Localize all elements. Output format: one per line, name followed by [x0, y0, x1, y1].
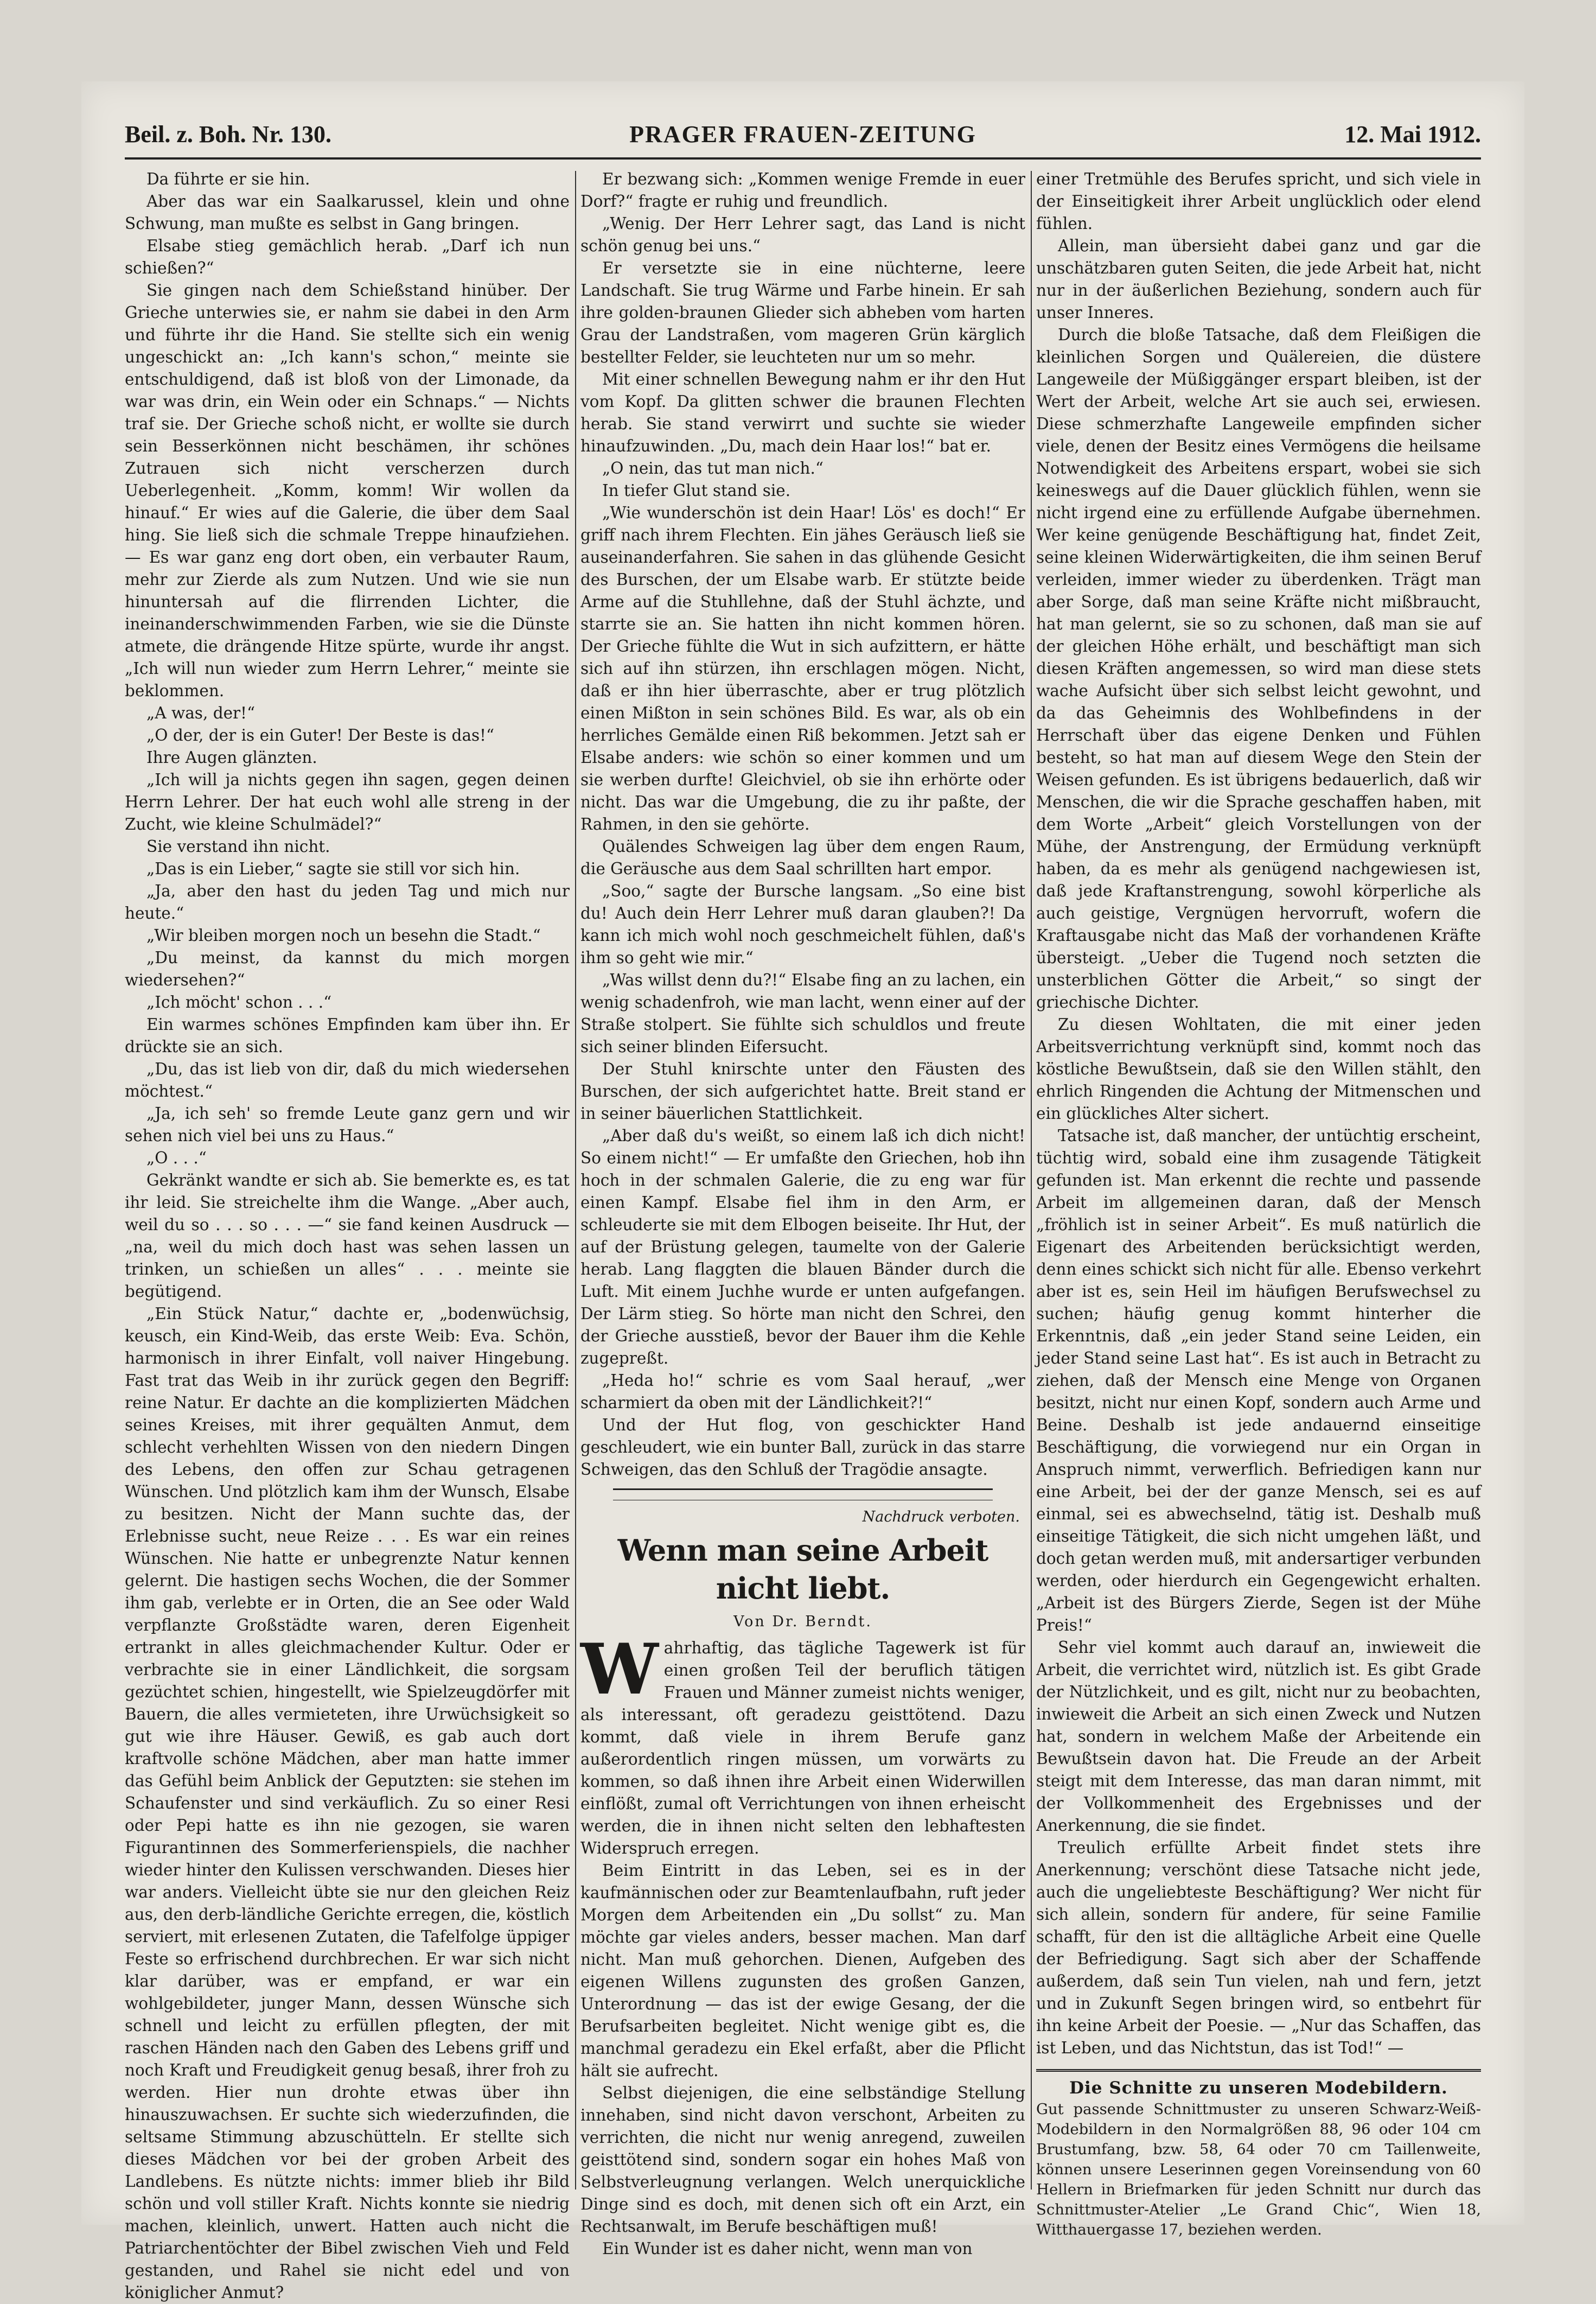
paragraph: „Ein Stück Natur,“ dachte er, „bodenwüchsig, keusch, ein Kind-Weib, das erste Weib: Eva. Schön, harmonisch in ihrer Einfalt, voll naiver Hingebung. Fast trat das Weib in ihr zurück gegen den Begriff: reine Natur. Er dachte an die komplizierten Mädchen seines Kreises, mit ihrer gequälten Anmut, dem schlecht verhehlten Wissen von den niedern Dingen des Lebens, den offen zur Schau getragenen Wünschen. Und plötzlich kam ihm der Wunsch, Elsabe zu besitzen. Nicht der Mann suchte das, der Erlebnisse sucht, neue Reize . . . Es war ein reines Wünschen. Nie hatte er unbegrenzte Natur kennen gelernt. Die hastigen sechs Wochen, die der Sommer ihm gab, verlebte er in Orten, die an See oder Wald verpflanzte Großstädte waren, deren Eigenheit ertrankt in alles gleichmachender Kultur. Oder er verbrachte sie in einer Ländlichkeit, die sorgsam gezüchtet schien, hingestellt, wie Spielzeugdörfer mit Bauern, die alles vermieteten, ihre Urwüchsigkeit so gut wie ihre Häuser. Gewiß, es gab auch dort kraftvolle schöne Mädchen, aber man hatte immer das Gefühl beim Anblick der Geputzten: sie stehen im Schaufenster und sind verkäuflich. Zu so einer Resi oder Pepi hatte es ihn nie gezogen, sie waren Figurantinnen des Sommerferienspiels, die nachher wieder hinter den Kulissen verschwanden. Dieses hier war anders. Vielleicht übte sie nur den gleichen Reiz aus, den derb-ländliche Gerichte erregen, die, köstlich serviert, mit erlesenen Zutaten, die Tafelfolge üppiger Feste so erfrischend durchbrechen. Er war sich nicht klar darüber, was er empfand, er war ein wohlgebildeter, junger Mann, dessen Wünsche sich schnell und leicht zu erfüllen pflegten, der mit raschen Händen nach den Gaben des Lebens griff und noch Kraft und Freudigkeit genug besaß, ihrer froh zu werden. Hier nun drohte etwas über ihn hinauszuwachsen. Er suchte sich wiederzufinden, die seltsame Stimmung abzuschütteln. Er stellte sich dieses Mädchen vor bei der groben Arbeit des Landlebens. Es nützte nichts: immer blieb ihr Bild schön und voll stiller Kraft. Nichts konnte sie niedrig machen, kleinlich, unwert. Hatten auch nicht die Patriarchentöchter der Bibel zwischen Vieh und Feld gestanden, und Rahel sie nicht edel und von königlicher Anmut?	[125, 1304, 570, 2302]
paragraph: Zu diesen Wohltaten, die mit einer jeden Arbeitsverrichtung verknüpft sind, kommt noch das köstliche Bewußtsein, daß sie den Willen stählt, den ehrlich Ringenden die Achtung der Mitmenschen und ein glückliches Alter sichert.	[1036, 1015, 1481, 1123]
paragraph: Tatsache ist, daß mancher, der untüchtig erscheint, tüchtig wird, sobald eine ihm zusagende Tätigkeit gefunden ist. Man erkennt die rechte und passende Arbeit im allgemeinen daran, daß der Mensch „fröhlich ist in seiner Arbeit“. Es muß natürlich die Eigenart des Arbeitenden berücksichtigt werden, denn eines schickt sich nicht für alle. Ebenso verkehrt aber ist es, sein Heil im häufigen Berufswechsel zu suchen; häufig genug kommt hinterher die Erkenntnis, daß „ein jeder Stand seine Leiden, ein jeder Stand seine Last hat“. Es ist auch in Betracht zu ziehen, daß der Mensch eine Menge von Organen besitzt, nicht nur einen Kopf, sondern auch Arme und Beine. Deshalb ist jede andauernd einseitige Beschäftigung, die vorwiegend nur ein Organ in Anspruch nimmt, verwerflich. Befriedigen kann nur eine Arbeit, bei der der ganze Mensch, sei es auf einmal, sei es abwechselnd, tätig ist. Deshalb muß einseitige Tätigkeit, die sich nicht umgehen läßt, und doch getan werden muß, mit andersartiger verbunden werden, oder hierdurch ein Gegengewicht erhalten. „Arbeit ist des Bürgers Zierde, Segen ist der Mühe Preis!“	[1036, 1126, 1481, 1634]
paragraph: „Aber daß du's weißt, so einem laß ich dich nicht! So einem nicht!“ — Er umfaßte den Griechen, hob ihn hoch in der schmalen Galerie, die zu eng war für einen Kampf. Elsabe fiel ihm in den Arm, er schleuderte sie mit dem Elbogen beiseite. Ihr Hut, der auf der Brüstung gelegen, taumelte von der Galerie herab. Lang flaggten die blauen Bänder durch die Luft. Mit einem Juchhe wurde er unten aufgefangen. Der Lärm stieg. So hörte man nicht den Schrei, den der Grieche ausstieß, bevor der Bauer ihm die Kehle zugepreßt.	[580, 1126, 1025, 1367]
paragraph: „Heda ho!“ schrie es vom Saal herauf, „wer scharmiert da oben mit der Ländlichkeit?!“	[580, 1371, 1025, 1412]
paragraph: Er versetzte sie in eine nüchterne, leere Landschaft. Sie trug Wärme und Farbe hinein. Er sah ihre golden-braunen Glieder sich abheben vom harten Grau der Landstraßen, vom mageren Grün kärglich bestellter Felder, sie leuchteten nur um so mehr.	[580, 259, 1025, 366]
paragraph: „Ich will ja nichts gegen ihn sagen, gegen deinen Herrn Lehrer. Der hat euch wohl alle streng in der Zucht, wie kleine Schulmädel?“	[125, 771, 570, 833]
page-header	[125, 114, 1481, 160]
paragraph: „Wie wunderschön ist dein Haar! Lös' es doch!“ Er griff nach ihrem Flechten. Ein jähes Geräusch ließ sie auseinanderfahren. Sie sahen in das glühende Gesicht des Burschen, der um Elsabe warb. Er stützte beide Arme auf die Stuhllehne, daß der Stuhl ächzte, und starrte sie an. Sie hatten ihn nicht kommen hören. Der Grieche fühlte die Wut in sich aufzittern, er hätte sich auf ihn stürzen, ihn erschlagen mögen. Nicht, daß er ihn hier überraschte, aber er trug plötzlich einen Mißton in sein schönes Bild. Es war, als ob ein herrliches Gemälde einen Riß bekommen. Jetzt sah er Elsabe anders: wie schön so einer kommen und um sie werben durfte! Gleichviel, ob sie ihn erhörte oder nicht. Das war die Umgebung, die zu ihr paßte, der Rahmen, in den sie gehörte.	[580, 504, 1025, 833]
paragraph: Und der Hut flog, von geschickter Hand geschleudert, wie ein bunter Ball, zurück in das starre Schweigen, das den Schluß der Tragödie ansagte.	[580, 1416, 1025, 1479]
paragraph: Elsabe stieg gemächlich herab. „Darf ich nun schießen?“	[125, 237, 570, 277]
paragraph: Sie verstand ihn nicht.	[146, 837, 330, 856]
paragraph: Da führte er sie hin.	[146, 170, 310, 188]
paragraph: Treulich erfüllte Arbeit findet stets ihre Anerkennung; verschönt diese Tatsache nicht jede, auch die ungeliebteste Beschäftigung? Wer nicht für sich allein, sondern für andere, für seine Familie schafft, für den ist die alltägliche Arbeit eine Quelle der Befriedigung. Sagt sich aber der Schaffende außerdem, daß sein Tun vielen, nah und fern, jetzt und in Zukunft Segen bringen wird, so entbehrt für ihn keine Arbeit der Poesie. — „Nur das Schaffen, das ist Leben, und das Nichtstun, das ist Tod!“ —	[1036, 1838, 1481, 2057]
column-divider-1	[575, 171, 576, 2190]
paragraph: „Ja, ich seh' so fremde Leute ganz gern und wir sehen nich viel bei uns zu Haus.“	[125, 1104, 570, 1145]
notice-text: Gut passende Schnittmuster zu unseren Schwarz-Weiß-Modebildern in den Normalgrößen 88, 96 oder 104 cm Brustumfang, bzw. 58, 64 oder 70 cm Taillenweite, können unsere Leserinnen gegen Voreinsendung von 60 Hellern in Briefmarken für jeden Schnitt nur durch das Schnittmuster-Atelier „Le Grand Chic“, Wien 18, Witthauergasse 17, beziehen werden.	[1036, 2101, 1481, 2238]
column-divider-2	[1031, 171, 1032, 2190]
paragraph: „O nein, das tut man nich.“	[602, 459, 823, 478]
newspaper-title: PRAGER FRAUEN-ZEITUNG	[629, 121, 976, 148]
article-heading	[580, 1488, 1025, 1633]
column-2	[580, 168, 1025, 2258]
column-3	[1036, 168, 1481, 2238]
paragraph: „O . . .“	[146, 1149, 207, 1167]
paragraph: „O der, der is ein Guter! Der Beste is das!“	[146, 726, 495, 744]
drop-cap: W	[580, 1629, 659, 1710]
paragraph: Allein, man übersieht dabei ganz und gar die unschätzbaren guten Seiten, die jede Arbeit hat, nicht nur in der äußerlichen Beziehung, sondern auch für unser Inneres.	[1036, 237, 1481, 322]
newspaper-page	[81, 81, 1524, 2302]
paragraph: Ihre Augen glänzten.	[146, 748, 317, 767]
first-paragraph-text: ahrhaftig, das tägliche Tagewerk ist für einen großen Teil der beruflich tätigen Frauen und Männer zumeist nichts weniger, als interessant, oft geradezu geisttötend. Dazu kommt, daß viele in ihrem Berufe ganz außerordentlich ringen müssen, um vorwärts zu kommen, so daß ihnen ihre Arbeit einen Widerwillen einflößt, zumal oft Verrichtungen von ihnen erheischt werden, die in ihnen nicht selten den lebhaftesten Widerspruch erregen.	[580, 1639, 1025, 1857]
paragraph: „Wir bleiben morgen noch un besehn die Stadt.“	[146, 926, 541, 945]
paragraph: Der Stuhl knirschte unter den Fäusten des Burschen, der sich aufgerichtet hatte. Breit stand er in seiner bäuerlichen Stattlichkeit.	[580, 1060, 1025, 1123]
notice-divider	[1036, 2069, 1481, 2072]
paragraph: Ein Wunder ist es daher nicht, wenn man von	[602, 2239, 973, 2258]
paragraph: In tiefer Glut stand sie.	[602, 481, 791, 500]
paragraph: Ein warmes schönes Empfinden kam über ihn. Er drückte sie an sich.	[125, 1015, 570, 1056]
supplement-number: Beil. z. Boh. Nr. 130.	[125, 121, 331, 148]
paragraph: „Das is ein Lieber,“ sagte sie still vor sich hin.	[146, 860, 520, 878]
issue-date: 12. Mai 1912.	[1344, 121, 1481, 148]
paragraph: Er bezwang sich: „Kommen wenige Fremde in euer Dorf?“ fragte er ruhig und freundlich.	[580, 170, 1025, 211]
paragraph: Sehr viel kommt auch darauf an, inwieweit die Arbeit, die verrichtet wird, nützlich ist. Es gibt Grade der Nützlichkeit, und es gilt, nicht nur zu beobachten, inwieweit die Arbeit an sich einen Zweck und Nutzen hat, sondern in welchem Maße der Arbeitende ein Bewußtsein davon hat. Die Freude an der Arbeit steigt mit dem Interesse, das man daran nimmt, mit der Vollkommenheit des Ergebnisses und der Anerkennung, die sie findet.	[1036, 1638, 1481, 1835]
paragraph: „Du meinst, da kannst du mich morgen wiedersehen?“	[125, 949, 570, 989]
paragraph: „Ich möcht' schon . . .“	[146, 993, 332, 1011]
reprint-notice: Nachdruck verboten.	[862, 1509, 1020, 1525]
paragraph: „Du, das ist lieb von dir, daß du mich wiedersehen möchtest.“	[125, 1060, 570, 1100]
paragraph: „Ja, aber den hast du jeden Tag und mich nur heute.“	[125, 882, 570, 922]
paragraph: Durch die bloße Tatsache, daß dem Fleißigen die kleinlichen Sorgen und Quälereien, die düstere Langeweile der Müßiggänger erspart bleiben, ist der Wert der Arbeit, welche Art sie auch sei, erwiesen. Diese schmerzhafte Langeweile empfinden sicher viele, denen der Besitz eines Vermögens die heilsame Notwendigkeit des Arbeitens erspart, wobei sie sich keineswegs auf die Dauer glücklich fühlen, wenn sie nicht irgend eine zu erfüllende Aufgabe übernehmen. Wer keine genügende Beschäftigung hat, findet Zeit, seine kleinen Widerwärtigkeiten, die ihm seinen Beruf verleiden, immer wieder zu überdenken. Trägt man aber Sorge, daß man seine Kräfte nicht mißbraucht, hat man gelernt, sie so zu schonen, daß man sie auf der gleichen Höhe erhält, und beschäftigt man sich diesen Kräften angemessen, so wird man diese stets wache Aufsicht über sich selbst leicht gewohnt, und da das Geheimnis des Wohlbefindens in der Herrschaft über das eigene Denken und Fühlen besteht, so hat man auf diesem Wege den Stein der Weisen gefunden. Es ist übrigens bedauerlich, daß wir Menschen, die wir die Sprache geschaffen haben, mit dem Worte „Arbeit“ gleich Vorstellungen von der Mühe, der Anstrengung, der Ermüdung verknüpft haben, da es mehr als genügend nachgewiesen ist, daß jede Kraftanstrengung, sowohl körperliche als auch geistige, Vergnügen hervorruft, wofern die Kraftausgabe nicht das Maß der vorhandenen Kräfte übersteigt. „Ueber die Tugend noch setzten die unsterblichen Götter die Arbeit,“ so singt der griechische Dichter.	[1036, 326, 1481, 1011]
paragraph: einer Tretmühle des Berufes spricht, und sich viele in der Einseitigkeit ihrer Arbeit unglücklich oder elend fühlen.	[1036, 170, 1481, 233]
paragraph: „Soo,“ sagte der Bursche langsam. „So eine bist du! Auch dein Herr Lehrer muß daran glauben?! Da kann ich mich wohl noch geschmeichelt fühlen, daß's ihm so geht wie mir.“	[580, 882, 1025, 967]
notice-title: Die Schnitte zu unseren Modebildern.	[1069, 2078, 1448, 2098]
ornamental-divider	[613, 1488, 993, 1500]
article-byline: Von Dr. Berndt.	[733, 1613, 872, 1630]
paragraph: Aber das war ein Saalkarussel, klein und ohne Schwung, man mußte es selbst in Gang bringen.	[125, 192, 570, 233]
article-title: Wenn man seine Arbeit nicht liebt.	[617, 1533, 988, 1606]
paragraph: Mit einer schnellen Bewegung nahm er ihr den Hut vom Kopf. Da glitten schwer die braunen Flechten herab. Sie stand verwirrt und suchte sie wieder hinaufzuwinden. „Du, mach dein Haar los!“ bat er.	[580, 370, 1025, 455]
paragraph: Gekränkt wandte er sich ab. Sie bemerkte es, es tat ihr leid. Sie streichelte ihm die Wange. „Aber auch, weil du so . . . so . . . —“ sie fand keinen Ausdruck — „na, weil du mich doch hast was sehen lassen un trinken, un schießen un alles“ . . . meinte sie begütigend.	[125, 1171, 570, 1301]
paragraph: Quälendes Schweigen lag über dem engen Raum, die Geräusche aus dem Saal schrillten hart empor.	[580, 837, 1025, 878]
column-1	[125, 168, 570, 2302]
paragraph: Sie gingen nach dem Schießstand hinüber. Der Grieche unterwies sie, er nahm sie dabei in den Arm und führte ihr die Hand. Sie stellte sich ein wenig ungeschickt an: „Ich kann's schon,“ meinte sie entschuldigend, daß ist bloß von der Limonade, da war was drin, ein Wein oder ein Schnaps.“ — Nichts traf sie. Der Grieche schoß nicht, er wollte sie durch sein Besserkönnen nicht beschämen, ihr schönes Zutrauen sich nicht verscherzen durch Ueberlegenheit. „Komm, komm! Wir wollen da hinauf.“ Er wies auf die Galerie, die über dem Saal hing. Sie ließ sich die schmale Treppe hinaufziehen. — Es war ganz eng dort oben, ein verbauter Raum, mehr zur Zierde als zum Nutzen. Und wie sie nun hinuntersah auf die flirrenden Lichter, die ineinanderschwimmenden Farben, wie sie die Dünste atmete, die drängende Hitze spürte, wurde ihr angst. „Ich will nun wieder zum Herrn Lehrer,“ meinte sie beklommen.	[125, 281, 570, 700]
paragraph: Beim Eintritt in das Leben, sei es in der kaufmännischen oder zur Beamtenlaufbahn, ruft jeder Morgen dem Arbeitenden ein „Du sollst“ zu. Man möchte gar vieles anders, besser machen. Man darf nicht. Man muß gehorchen. Dienen, Aufgeben des eigenen Willens zugunsten des großen Ganzen, Unterordnung — das ist der ewige Gesang, der die Berufsarbeiten begleitet. Nicht wenige gibt es, die manchmal geradezu ein Ekel erfaßt, aber die Pflicht hält sie aufrecht.	[580, 1861, 1025, 2080]
article-first-paragraph	[580, 1629, 1025, 1860]
paragraph: „A was, der!“	[146, 704, 256, 722]
paragraph: „Was willst denn du?!“ Elsabe fing an zu lachen, ein wenig schadenfroh, wie man lacht, wenn einer auf der Straße stolpert. Sie fühlte sich schuldlos und freute sich seiner blinden Eifersucht.	[580, 971, 1025, 1056]
paragraph: „Wenig. Der Herr Lehrer sagt, das Land is nicht schön genug bei uns.“	[580, 214, 1025, 255]
paragraph: Selbst diejenigen, die eine selbständige Stellung innehaben, sind nicht davon verschont, Arbeiten zu verrichten, die nicht nur wenig anregend, zuweilen geisttötend sind, sondern sogar ein hohes Maß von Selbstverleugnung verlangen. Welch unerquickliche Dinge sind es doch, mit denen sich oft ein Arzt, ein Rechtsanwalt, im Berufe beschäftigen muß!	[580, 2084, 1025, 2236]
